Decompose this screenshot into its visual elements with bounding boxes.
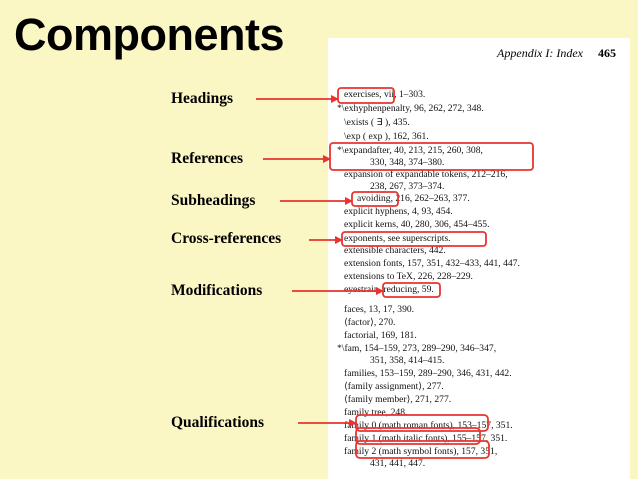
page-number: 465 — [598, 46, 616, 60]
index-line-family-0: family 0 (math roman fonts), 153–157, 351. — [344, 420, 513, 431]
index-line-expandafter: *\expandafter, 40, 213, 215, 260, 308, — [337, 145, 483, 156]
index-line-factorial: factorial, 169, 181. — [344, 330, 417, 341]
index-line-explicit-kerns: explicit kerns, 40, 280, 306, 454–455. — [344, 219, 490, 230]
index-line-families: families, 153–159, 289–290, 346, 431, 442. — [344, 368, 512, 379]
index-line-family-1: family 1 (math italic fonts), 155–157, 351. — [344, 433, 508, 444]
label-references: References — [171, 150, 244, 167]
label-cross-references: Cross-references — [171, 230, 282, 247]
index-line-expansion: expansion of expandable tokens, 212–216, — [344, 169, 508, 180]
index-line-family-2: family 2 (math symbol fonts), 157, 351, — [344, 446, 498, 457]
index-line-expandafter-cont: 330, 348, 374–380. — [370, 157, 445, 168]
index-line-factor: ⟨factor⟩, 270. — [344, 317, 396, 328]
index-line-exercises: exercises, vii, 1–303. — [344, 89, 426, 100]
slide-title: Components — [14, 9, 284, 60]
index-line-avoiding: avoiding, 216, 262–263, 377. — [357, 193, 470, 204]
label-subheadings: Subheadings — [171, 192, 256, 209]
index-line-family-2-cont: 431, 441, 447. — [370, 458, 426, 469]
index-line-extensible: extensible characters, 442. — [344, 245, 446, 256]
label-qualifications: Qualifications — [171, 414, 265, 431]
index-line-extension-fonts: extension fonts, 157, 351, 432–433, 441, 447. — [344, 258, 520, 269]
index-line-family-tree: family tree, 248. — [344, 407, 408, 418]
index-line-family-assignment: ⟨family assignment⟩, 277. — [344, 381, 444, 392]
index-line-extensions: extensions to TeX, 226, 228–229. — [344, 271, 473, 282]
index-line-explicit-hyphens: explicit hyphens, 4, 93, 454. — [344, 206, 453, 217]
page-header-title: Appendix I: Index — [497, 46, 583, 60]
index-line-eyestrain: eyestrain, reducing, 59. — [344, 284, 434, 295]
index-line-exponents: exponents, see superscripts. — [344, 233, 451, 244]
page-header — [497, 46, 616, 61]
index-line-fam-cont: 351, 358, 414–415. — [370, 355, 445, 366]
index-line-exhyphenpenalty: *\exhyphenpenalty, 96, 262, 272, 348. — [337, 103, 484, 114]
label-modifications: Modifications — [171, 282, 263, 299]
index-line-fam: *\fam, 154–159, 273, 289–290, 346–347, — [337, 343, 497, 354]
index-line-faces: faces, 13, 17, 390. — [344, 304, 415, 315]
label-headings: Headings — [171, 90, 234, 107]
index-line-expansion-cont: 238, 267, 373–374. — [370, 181, 445, 192]
index-line-family-member: ⟨family member⟩, 271, 277. — [344, 394, 452, 405]
index-line-exp: \exp ( exp ), 162, 361. — [344, 131, 429, 142]
index-line-exists: \exists ( ∃ ), 435. — [344, 117, 410, 128]
